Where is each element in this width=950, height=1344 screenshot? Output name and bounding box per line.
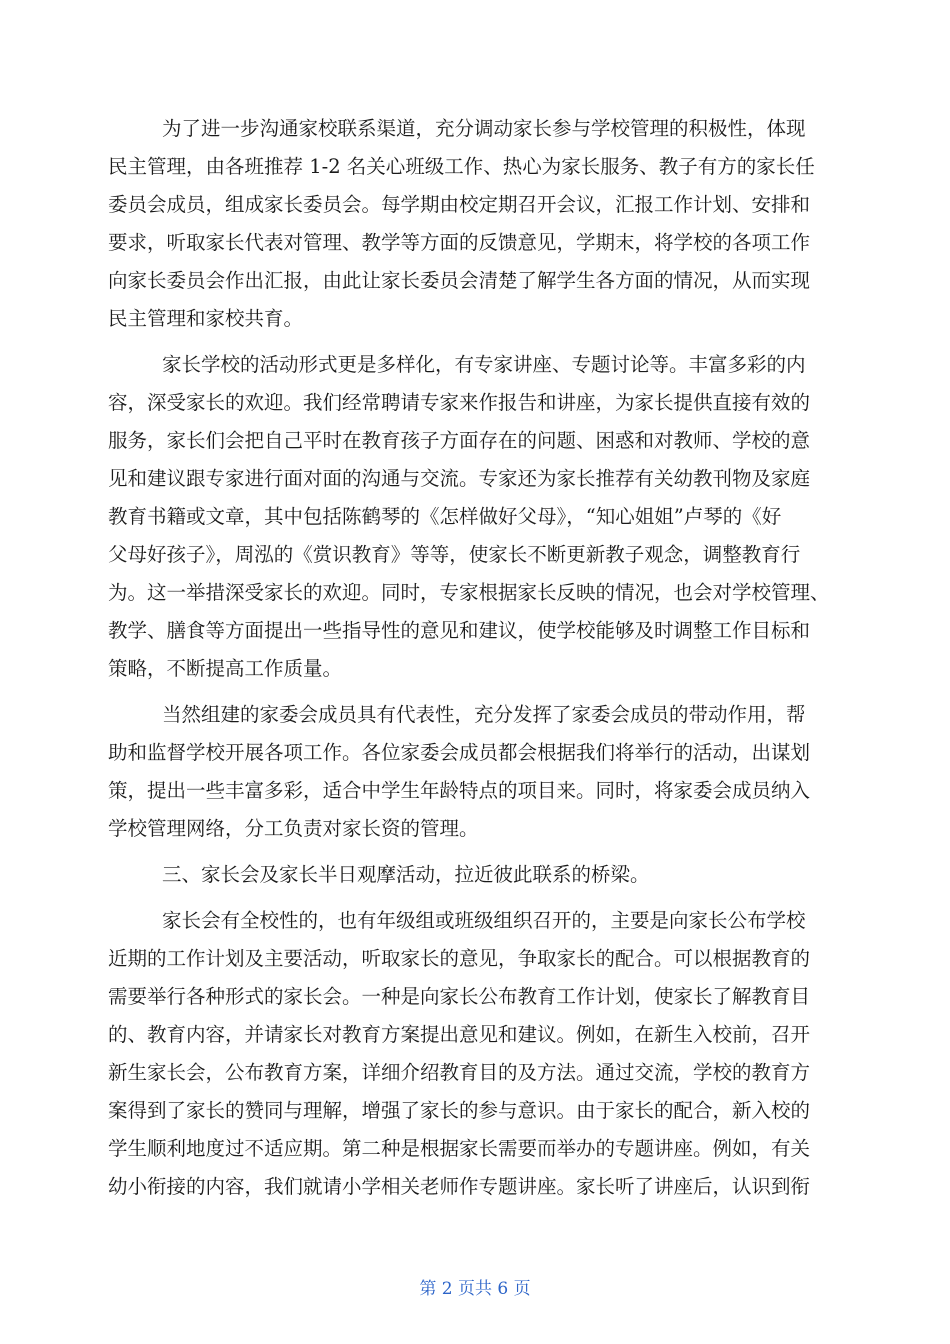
text-line: 教学、膳食等方面提出一些指导性的意见和建议，使学校能够及时调整工作目标和 — [108, 619, 811, 642]
text-line: 近期的工作计划及主要活动，听取家长的意见，争取家长的配合。可以根据教育的 — [108, 947, 811, 970]
text-line: 民主管理，由各班推荐 1-2 名关心班级工作、热心为家长服务、教子有方的家长任 — [108, 155, 815, 178]
text-line: 民主管理和家校共育。 — [108, 307, 304, 330]
text-line: 容，深受家长的欢迎。我们经常聘请专家来作报告和讲座，为家长提供直接有效的 — [108, 391, 811, 414]
text-line: 服务，家长们会把自己平时在教育孩子方面存在的问题、困惑和对教师、学校的意 — [108, 429, 811, 452]
text-line: 学生顺利地度过不适应期。第二种是根据家长需要而举办的专题讲座。例如，有关 — [108, 1137, 811, 1160]
text-line: 案得到了家长的赞同与理解，增强了家长的参与意识。由于家长的配合，新入校的 — [108, 1099, 811, 1122]
text-line: 策，提出一些丰富多彩，适合中学生年龄特点的项目来。同时，将家委会成员纳入 — [108, 779, 811, 802]
text-line: 要求，听取家长代表对管理、教学等方面的反馈意见，学期末，将学校的各项工作 — [108, 231, 811, 254]
text-line: 为。这一举措深受家长的欢迎。同时，专家根据家长反映的情况，也会对学校管理、 — [108, 581, 830, 604]
section-heading: 三、家长会及家长半日观摩活动，拉近彼此联系的桥梁。 — [162, 863, 650, 886]
text-line: 委员会成员，组成家长委员会。每学期由校定期召开会议，汇报工作计划、安排和 — [108, 193, 811, 216]
text-line: 向家长委员会作出汇报，由此让家长委员会清楚了解学生各方面的情况，从而实现 — [108, 269, 811, 292]
text-line: 当然组建的家委会成员具有代表性，充分发挥了家委会成员的带动作用，帮 — [162, 703, 806, 726]
text-line: 学校管理网络，分工负责对家长资的管理。 — [108, 817, 479, 840]
text-line: 助和监督学校开展各项工作。各位家委会成员都会根据我们将举行的活动，出谋划 — [108, 741, 811, 764]
text-line: 新生家长会，公布教育方案，详细介绍教育目的及方法。通过交流，学校的教育方 — [108, 1061, 811, 1084]
text-line: 策略，不断提高工作质量。 — [108, 657, 343, 680]
page-number: 第 2 页共 6 页 — [419, 1279, 531, 1299]
text-line: 见和建议跟专家进行面对面的沟通与交流。专家还为家长推荐有关幼教刊物及家庭 — [108, 467, 811, 490]
text-line: 幼小衔接的内容，我们就请小学相关老师作专题讲座。家长听了讲座后，认识到衔 — [108, 1175, 811, 1198]
text-line: 需要举行各种形式的家长会。一种是向家长公布教育工作计划，使家长了解教育目 — [108, 985, 811, 1008]
text-line: 教育书籍或文章，其中包括陈鹤琴的《怎样做好父母》，“知心姐姐”卢琴的《好 — [108, 505, 782, 528]
text-line: 家长学校的活动形式更是多样化，有专家讲座、专题讨论等。丰富多彩的内 — [162, 353, 806, 376]
text-line: 的、教育内容，并请家长对教育方案提出意见和建议。例如，在新生入校前，召开 — [108, 1023, 811, 1046]
text-line: 为了进一步沟通家校联系渠道，充分调动家长参与学校管理的积极性，体现 — [162, 117, 806, 140]
text-line: 父母好孩子》，周泓的《赏识教育》等等，使家长不断更新教子观念，调整教育行 — [108, 543, 801, 566]
text-line: 家长会有全校性的，也有年级组或班级组织召开的，主要是向家长公布学校 — [162, 909, 806, 932]
